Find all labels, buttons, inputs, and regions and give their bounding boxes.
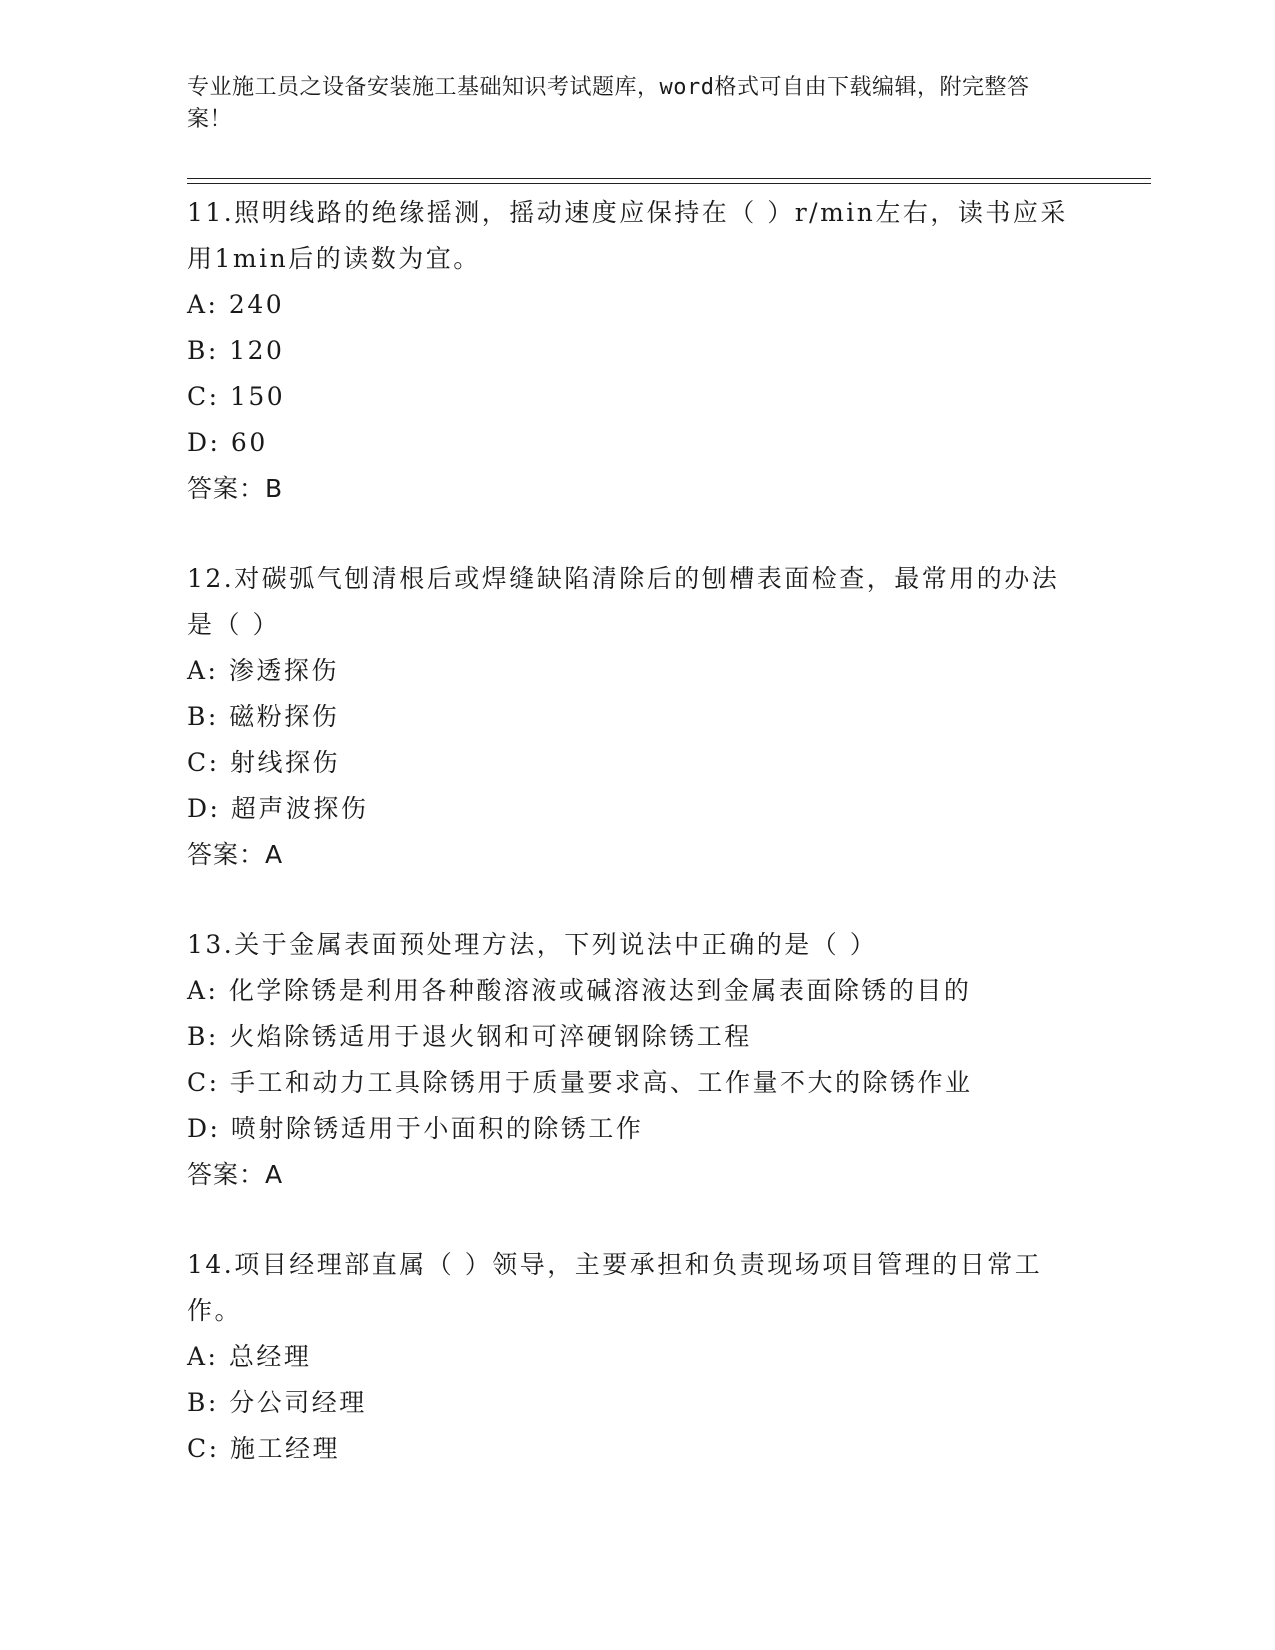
answer: 答案：A: [187, 1160, 284, 1189]
option-d: D: 喷射除锈适用于小面积的除锈工作: [187, 1114, 644, 1143]
document-header: 专业施工员之设备安装施工基础知识考试题库，word格式可自由下载编辑，附完整答案！: [187, 75, 1030, 132]
question-11: [187, 190, 1087, 512]
answer: 答案：A: [187, 840, 284, 869]
option-c: C: 150: [187, 382, 286, 411]
option-b: B: 分公司经理: [187, 1388, 367, 1417]
option-a: A: 总经理: [187, 1342, 312, 1371]
question-12: [187, 556, 1087, 878]
option-b: B: 120: [187, 336, 285, 365]
question-text: 12.对碳弧气刨清根后或焊缝缺陷清除后的刨槽表面检查，最常用的办法是（ ）: [187, 564, 1060, 639]
question-text: 14.项目经理部直属（ ）领导，主要承担和负责现场项目管理的日常工作。: [187, 1250, 1043, 1325]
option-a: A: 渗透探伤: [187, 656, 339, 685]
question-text: 11.照明线路的绝缘摇测，摇动速度应保持在（ ）r/min左右，读书应采用1min后的读数为宜。: [187, 198, 1068, 273]
header-divider-bottom: [187, 183, 1151, 184]
option-c: C: 射线探伤: [187, 748, 340, 777]
question-text: 13.关于金属表面预处理方法，下列说法中正确的是（ ）: [187, 930, 878, 959]
option-d: D: 超声波探伤: [187, 794, 369, 823]
option-a: A: 化学除锈是利用各种酸溶液或碱溶液达到金属表面除锈的目的: [187, 976, 972, 1005]
option-c: C: 手工和动力工具除锈用于质量要求高、工作量不大的除锈作业: [187, 1068, 973, 1097]
header-divider-top: [187, 178, 1151, 179]
option-b: B: 磁粉探伤: [187, 702, 340, 731]
question-14: [187, 1242, 1087, 1472]
question-list: [187, 190, 1087, 1516]
question-13: [187, 922, 1087, 1198]
answer: 答案：B: [187, 474, 284, 503]
option-c: C: 施工经理: [187, 1434, 340, 1463]
option-b: B: 火焰除锈适用于退火钢和可淬硬钢除锈工程: [187, 1022, 752, 1051]
option-d: D: 60: [187, 428, 268, 457]
option-a: A: 240: [187, 290, 285, 319]
